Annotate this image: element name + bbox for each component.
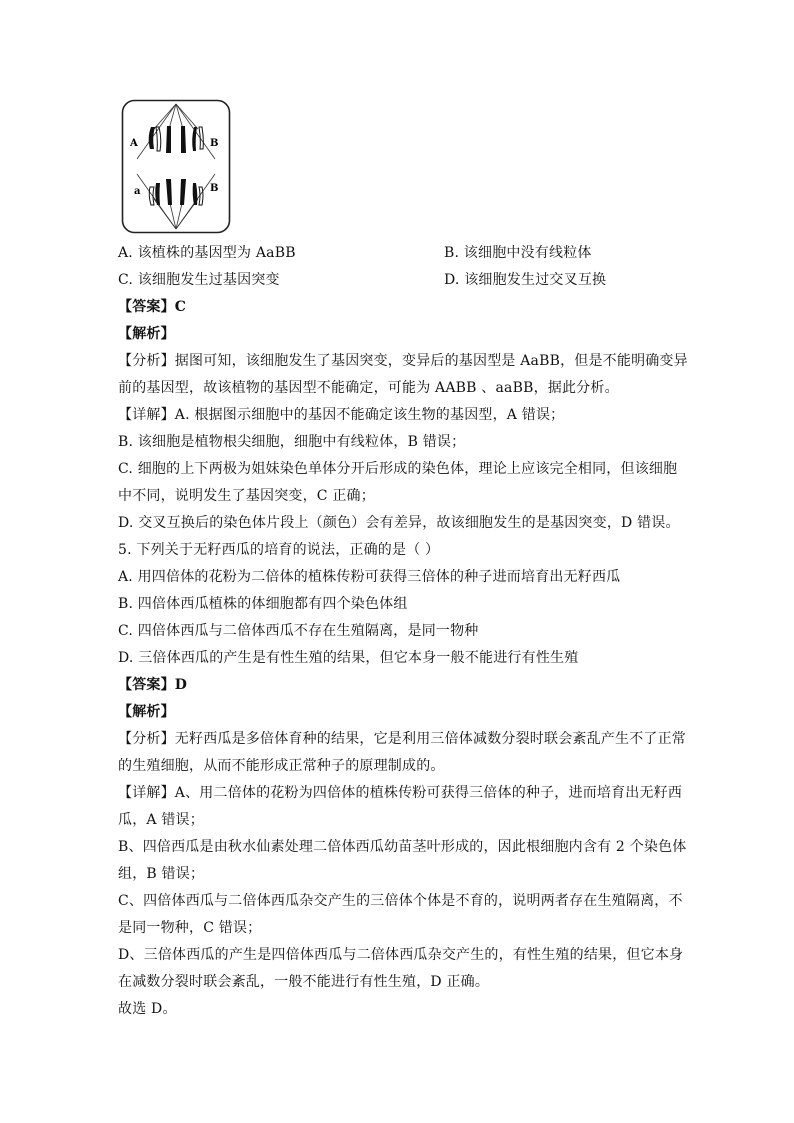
q5-option-b: B. 四倍体西瓜植株的体细胞都有四个染色体组 [118, 596, 408, 612]
figure-frame [123, 101, 230, 233]
q5-detail-line-2: 瓜，A 错误； [118, 812, 204, 828]
q5-conclusion: 故选 D。 [118, 1001, 177, 1017]
q5-detail-line-3: B、四倍西瓜是由秋水仙素处理二倍体西瓜幼苗茎叶形成的，因此根细胞内含有 2 个染色体 [118, 839, 687, 855]
q4-fenxi-line-2: 前的基因型，故该植物的基因型不能确定，可能为 AABB 、aaBB，据此分析。 [118, 380, 619, 396]
q4-detail-line-4: 中不同，说明发生了基因突变，C 正确； [118, 488, 375, 504]
q5-fenxi-line-1: 【分析】无籽西瓜是多倍体育种的结果，它是利用三倍体减数分裂时联会紊乱产生不了正常 [118, 731, 686, 747]
q5-detail-line-7: D、三倍体西瓜的产生是四倍体西瓜与二倍体西瓜杂交产生的，有性生殖的结果，但它本身 [118, 947, 684, 963]
lower-chromosomes [149, 179, 203, 205]
q5-stem: 5. 下列关于无籽西瓜的培育的说法，正确的是（ ） [118, 542, 440, 558]
q4-detail-line-3: C. 细胞的上下两极为姐妹染色单体分开后形成的染色体，理论上应该完全相同，但该细胞 [118, 461, 678, 477]
q4-option-a: A. 该植株的基因型为 AaBB [118, 245, 296, 261]
q5-detail-line-8: 在减数分裂时联会紊乱，一般不能进行有性生殖，D 正确。 [118, 974, 490, 990]
q5-answer: 【答案】D [118, 677, 188, 693]
q5-analysis-heading: 【解析】 [118, 704, 175, 720]
q5-detail-line-4: 组，B 错误； [118, 866, 205, 882]
gene-label-upper-right: B [210, 138, 219, 149]
q5-detail-line-5: C、四倍体西瓜与二倍体西瓜杂交产生的三倍体个体是不育的，说明两者存在生殖隔离，不 [118, 893, 683, 909]
q5-option-d: D. 三倍体西瓜的产生是有性生殖的结果，但它本身一般不能进行有性生殖 [118, 650, 579, 666]
q4-option-b: B. 该细胞中没有线粒体 [444, 245, 592, 261]
q5-option-c: C. 四倍体西瓜与二倍体西瓜不存在生殖隔离，是同一物种 [118, 623, 479, 639]
q4-detail-line-5: D. 交叉互换后的染色体片段上（颜色）会有差异，故该细胞发生的是基因突变，D 错误。 [118, 515, 680, 531]
spindle-fibers [137, 104, 215, 229]
q4-option-c: C. 该细胞发生过基因突变 [118, 272, 280, 288]
gene-label-lower-left: a [134, 186, 141, 197]
q4-option-d: D. 该细胞发生过交叉互换 [444, 272, 607, 288]
gene-label-upper-left: A [130, 138, 138, 149]
q5-detail-line-6: 是同一物种，C 错误； [118, 920, 262, 936]
q5-fenxi-line-2: 的生殖细胞，从而不能形成正常种子的原理制成的。 [118, 758, 445, 774]
q5-detail-line-1: 【详解】A、用二倍体的花粉为四倍体的植株传粉可获得三倍体的种子，进而培育出无籽西 [118, 785, 683, 801]
gene-label-lower-right: B [210, 183, 219, 194]
q4-answer: 【答案】C [118, 299, 187, 315]
q5-option-a: A. 用四倍体的花粉为二倍体的植株传粉可获得三倍体的种子进而培育出无籽西瓜 [118, 569, 621, 585]
upper-chromosomes [149, 126, 204, 153]
q4-detail-line-2: B. 该细胞是植物根尖细胞，细胞中有线粒体，B 错误； [118, 434, 466, 450]
cell-division-figure [121, 99, 231, 234]
q4-fenxi-line-1: 【分析】据图可知，该细胞发生了基因突变，变异后的基因型是 AaBB，但是不能明确变异 [118, 353, 688, 369]
q4-analysis-heading: 【解析】 [118, 326, 175, 342]
q4-detail-line-1: 【详解】A. 根据图示细胞中的基因不能确定该生物的基因型，A 错误； [118, 407, 565, 423]
